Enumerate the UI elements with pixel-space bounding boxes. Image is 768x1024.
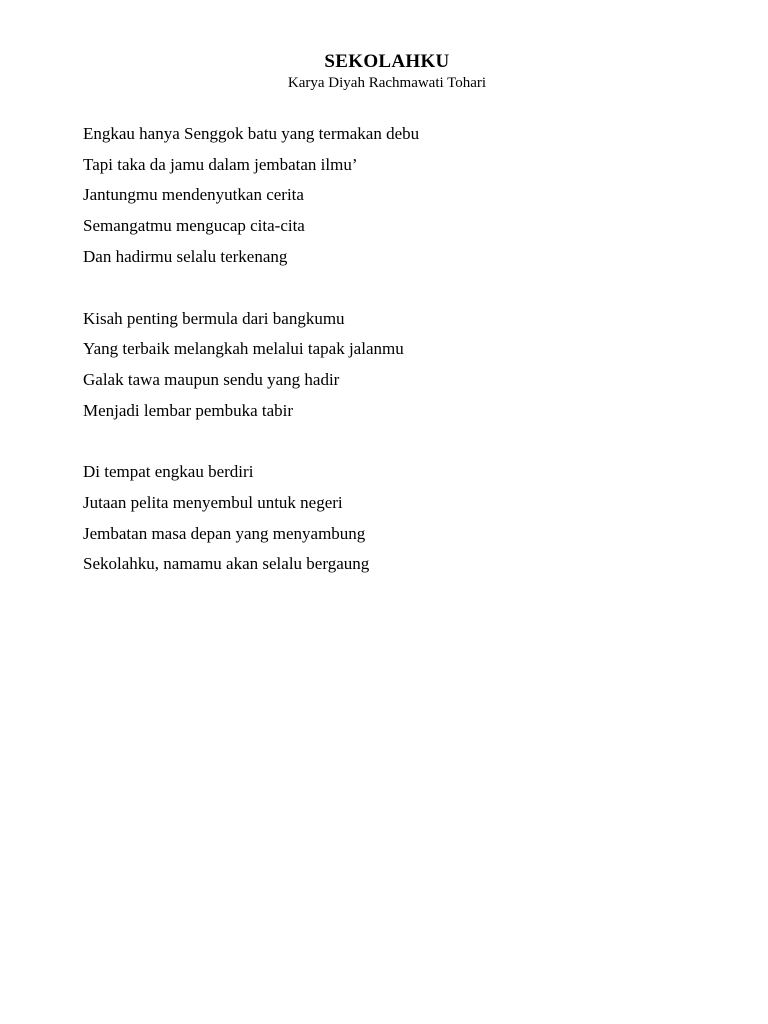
poem-line: Engkau hanya Senggok batu yang termakan debu: [83, 124, 420, 143]
poem-title: SEKOLAHKU: [324, 51, 450, 72]
poem-line: Dan hadirmu selalu terkenang: [83, 246, 288, 266]
poem-line: Yang terbaik melangkah melalui tapak jalanmu: [83, 339, 404, 359]
poem-line: Jutaan pelita menyembul untuk negeri: [83, 493, 343, 513]
poem-line: Jantungmu mendenyutkan cerita: [83, 185, 304, 205]
poem-line: Semangatmu mengucap cita-cita: [83, 216, 305, 236]
poem-line: Menjadi lembar pembuka tabir: [83, 400, 294, 420]
poem-author: Karya Diyah Rachmawati Tohari: [287, 75, 487, 91]
poem-line: Sekolahku, namamu akan selalu bergaung: [83, 554, 370, 574]
poem-line: Jembatan masa depan yang menyambung: [83, 523, 366, 543]
stanza-2: [83, 304, 723, 427]
stanza-1: [83, 119, 723, 273]
poem-body: [83, 119, 723, 611]
poem-line: Di tempat engkau berdiri: [83, 462, 254, 482]
poem-line: Tapi taka da jamu dalam jembatan ilmu’: [83, 154, 358, 174]
poem-line: Galak tawa maupun sendu yang hadir: [83, 369, 340, 389]
stanza-3: [83, 457, 723, 580]
poem-line: Kisah penting bermula dari bangkumu: [83, 308, 345, 328]
